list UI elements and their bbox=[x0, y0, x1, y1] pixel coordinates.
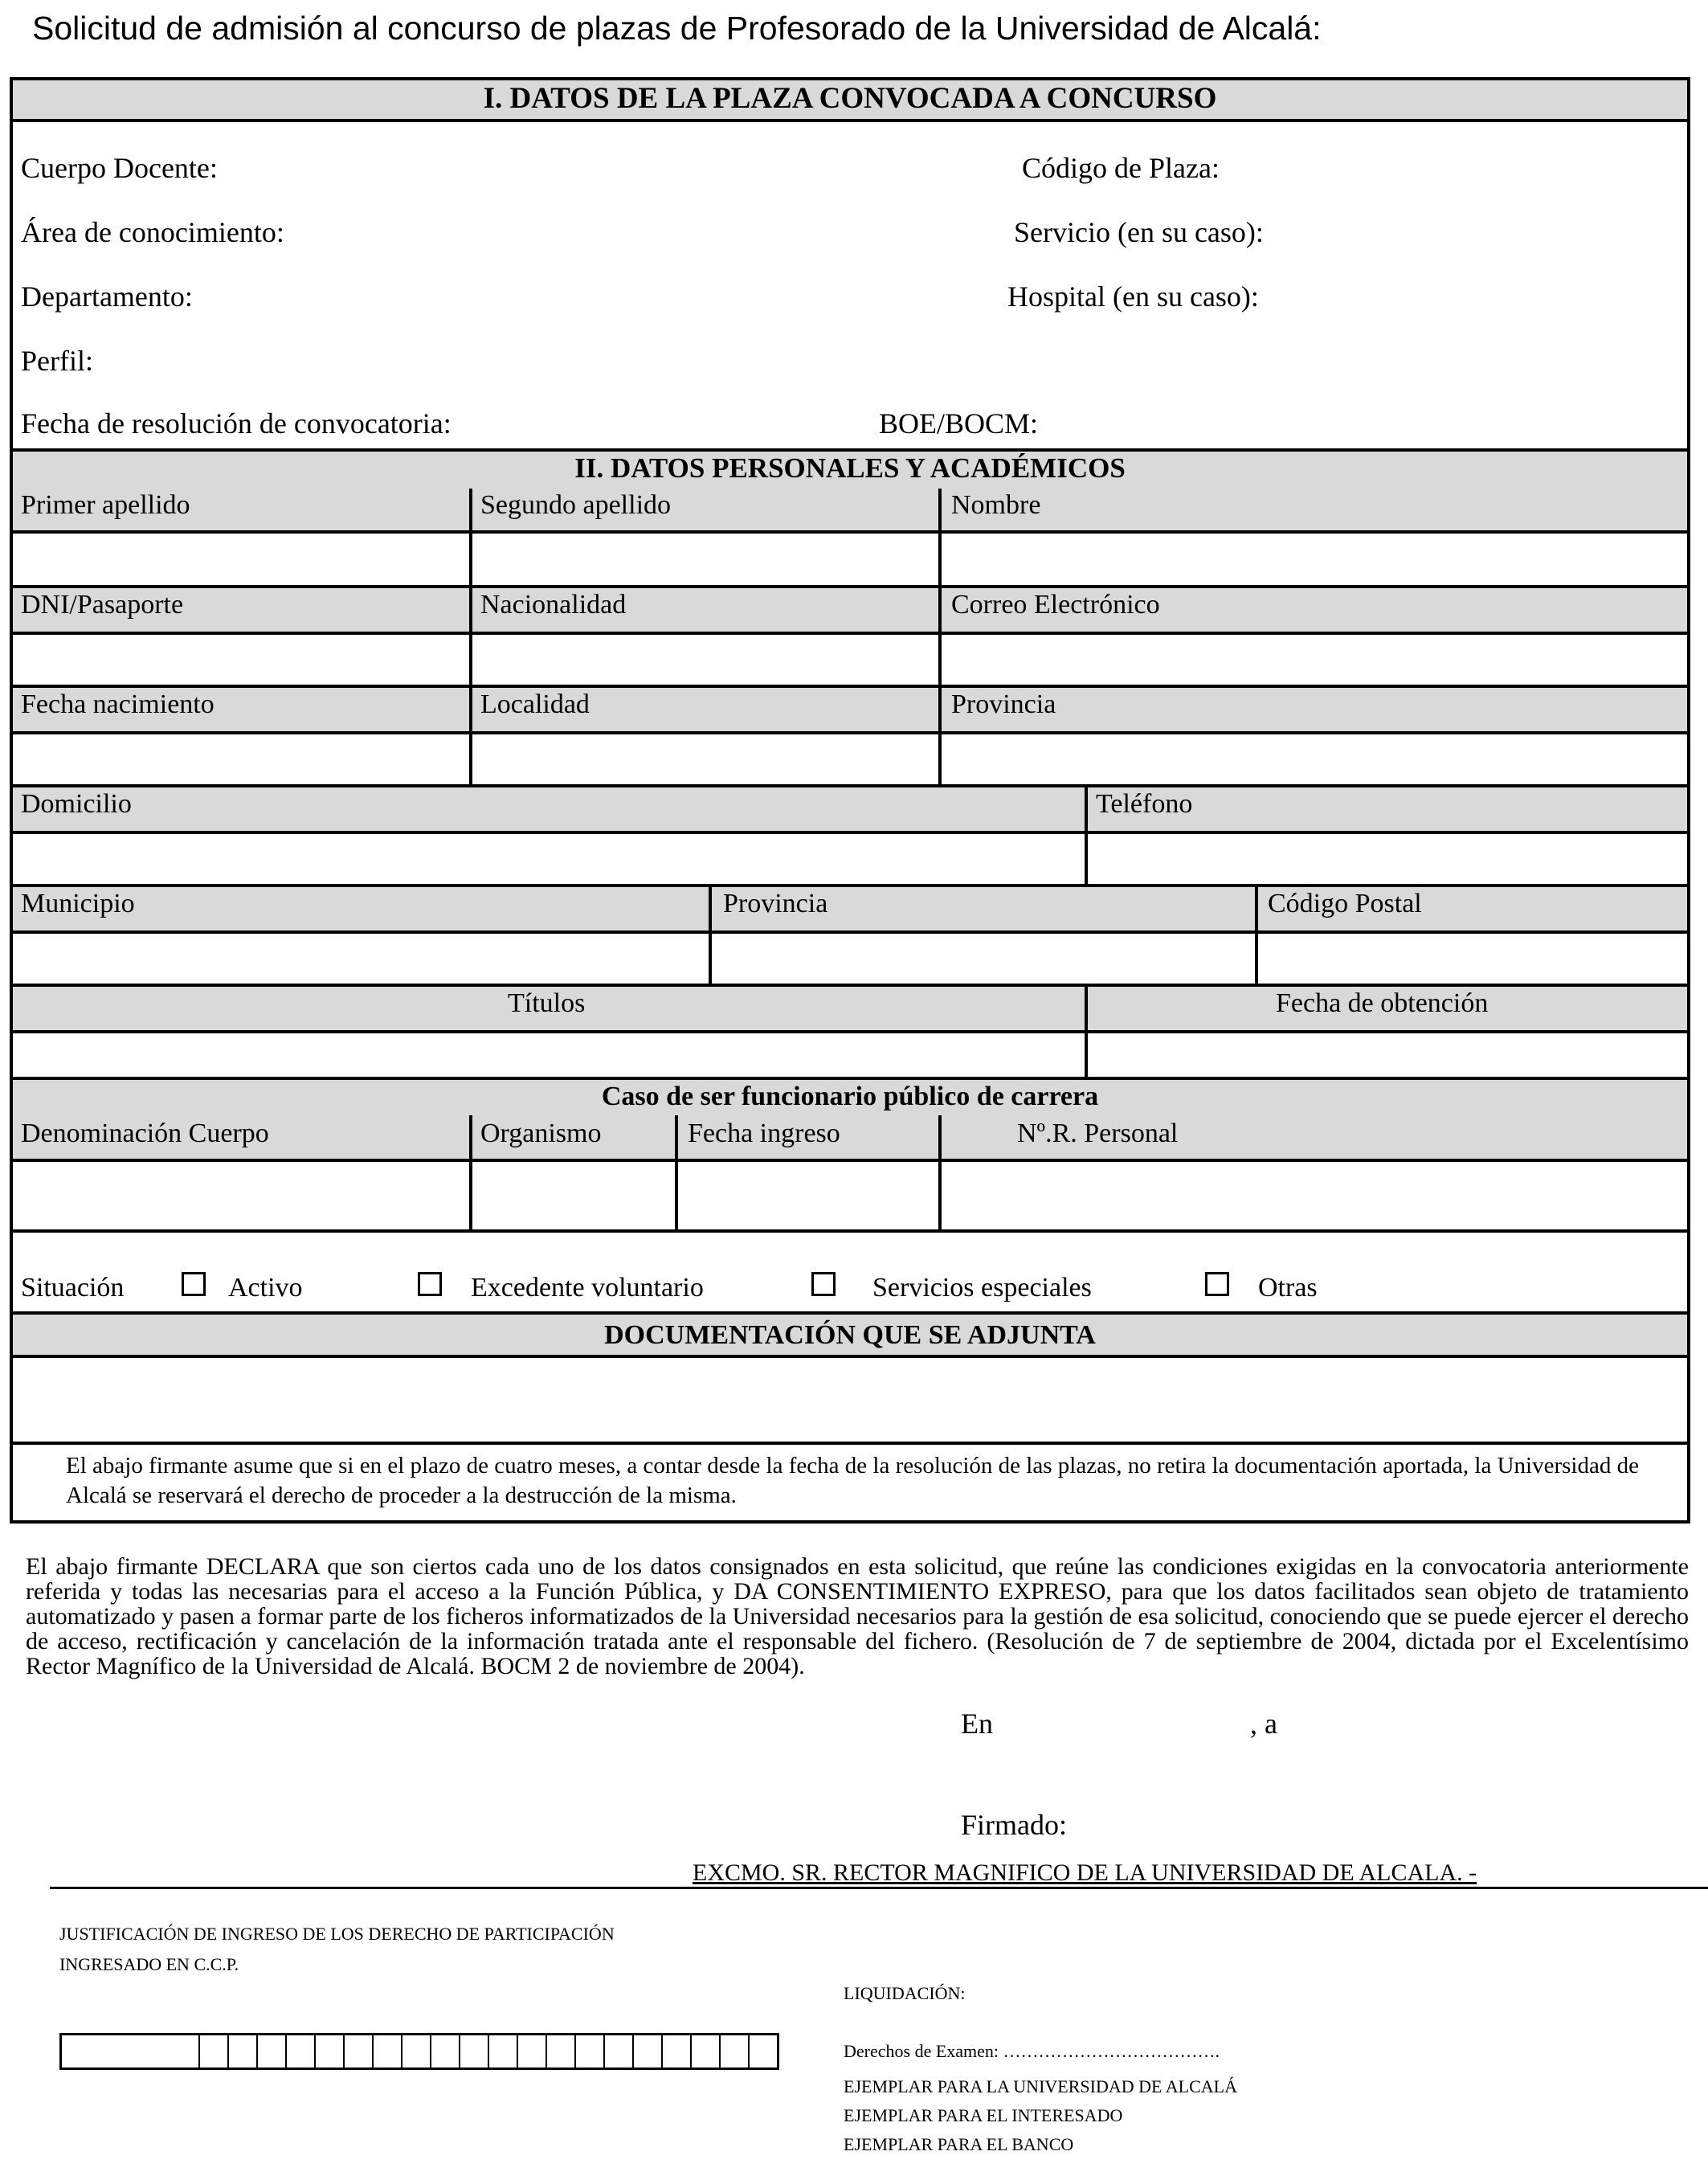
rector-address: EXCMO. SR. RECTOR MAGNIFICO DE LA UNIVERSIDAD DE ALCALA. - bbox=[693, 1859, 1477, 1886]
servicios-especiales-checkbox[interactable] bbox=[811, 1272, 836, 1296]
signature-rule bbox=[50, 1887, 1708, 1889]
label-segundo-apellido: Segundo apellido bbox=[480, 490, 672, 520]
provincia-2-input[interactable] bbox=[713, 934, 1256, 984]
label-fecha-obtencion: Fecha de obtención bbox=[1276, 988, 1489, 1018]
fecha-nacimiento-input[interactable] bbox=[13, 734, 471, 784]
label-area: Área de conocimiento: bbox=[21, 216, 284, 248]
col-divider bbox=[1255, 887, 1258, 984]
label-excedente: Excedente voluntario bbox=[471, 1273, 704, 1303]
label-activo: Activo bbox=[228, 1273, 303, 1303]
label-a: , a bbox=[1250, 1708, 1277, 1740]
label-primer-apellido: Primer apellido bbox=[21, 490, 190, 520]
label-nrp: Nº.R. Personal bbox=[1017, 1119, 1179, 1148]
correo-input[interactable] bbox=[943, 635, 1687, 685]
col-divider bbox=[469, 1115, 472, 1231]
label-nombre: Nombre bbox=[951, 490, 1041, 520]
dni-input[interactable] bbox=[13, 635, 471, 685]
label-dni: DNI/Pasaporte bbox=[21, 590, 184, 620]
declaration-text: El abajo firmante DECLARA que son ciertos cada uno de los datos consignados en esta solicitud, que reúne las condiciones exigidas en la convocatoria anteriormente referida y todas las necesarias para el acceso a la Función Pública, y DA CONSENTIMIENTO EXPRESO, para que los datos facilitados sean objeto de tratamiento automatizado y pasen a formar parte de los ficheros informatizados de la Universidad necesarios para la gestión de esa solicitud, conociendo que se puede ejercer el derecho de acceso, rectificación y cancelación de la información tratada ante el responsable del fichero. (Resolución de 7 de septiembre de 2004, dictada por el Excelentísimo Rector Magnífico de la Universidad de Alcalá. BOCM 2 de noviembre de 2004). bbox=[26, 1553, 1689, 1679]
label-perfil: Perfil: bbox=[21, 345, 93, 377]
label-liquidacion: LIQUIDACIÓN: bbox=[844, 1983, 966, 2003]
activo-checkbox[interactable] bbox=[182, 1272, 206, 1296]
label-provincia: Provincia bbox=[951, 689, 1056, 719]
col-divider bbox=[709, 887, 712, 984]
ccp-digit-boxes[interactable] bbox=[59, 2033, 779, 2070]
nombre-input[interactable] bbox=[943, 534, 1687, 585]
provincia-input[interactable] bbox=[943, 734, 1687, 784]
label-titulos: Títulos bbox=[508, 988, 586, 1018]
excedente-checkbox[interactable] bbox=[418, 1272, 442, 1296]
col-divider bbox=[469, 489, 472, 784]
documentacion-bottom-rule bbox=[13, 1442, 1687, 1445]
municipio-input[interactable] bbox=[13, 934, 710, 984]
domicilio-input[interactable] bbox=[13, 834, 1086, 884]
label-hospital: Hospital (en su caso): bbox=[1007, 280, 1259, 313]
col-divider bbox=[675, 1115, 678, 1231]
label-derechos-examen: Derechos de Examen: ………………………………. bbox=[844, 2041, 1220, 2061]
col-divider bbox=[1085, 787, 1088, 884]
label-firmado: Firmado: bbox=[961, 1809, 1067, 1841]
ejemplar-banco: EJEMPLAR PARA EL BANCO bbox=[844, 2134, 1074, 2154]
page-title: Solicitud de admisión al concurso de plazas de Profesorado de la Universidad de Alcalá: bbox=[32, 10, 1322, 47]
label-codigo-postal: Código Postal bbox=[1268, 889, 1422, 918]
label-localidad: Localidad bbox=[480, 689, 590, 719]
label-provincia-2: Provincia bbox=[723, 889, 828, 918]
primer-apellido-input[interactable] bbox=[13, 534, 471, 585]
label-servicios-especiales: Servicios especiales bbox=[872, 1273, 1092, 1303]
label-en: En bbox=[961, 1708, 993, 1740]
label-servicio: Servicio (en su caso): bbox=[1014, 216, 1264, 248]
label-situacion: Situación bbox=[21, 1273, 125, 1303]
label-cuerpo-docente: Cuerpo Docente: bbox=[21, 152, 218, 184]
organismo-input[interactable] bbox=[474, 1162, 675, 1231]
label-departamento: Departamento: bbox=[21, 280, 193, 313]
row1-label-bar bbox=[13, 485, 1687, 534]
label-fecha-ingreso: Fecha ingreso bbox=[688, 1119, 840, 1148]
label-boe: BOE/BOCM: bbox=[879, 407, 1039, 440]
segundo-apellido-input[interactable] bbox=[474, 534, 940, 585]
label-correo: Correo Electrónico bbox=[951, 590, 1160, 620]
section2-header: II. DATOS PERSONALES Y ACADÉMICOS bbox=[13, 448, 1687, 489]
row4-label-bar bbox=[13, 784, 1687, 834]
label-organismo: Organismo bbox=[480, 1119, 602, 1148]
col-divider bbox=[938, 1115, 942, 1231]
justificacion-line-1: JUSTIFICACIÓN DE INGRESO DE LOS DERECHO DE PARTICIPACIÓN bbox=[59, 1924, 615, 1944]
codigo-postal-input[interactable] bbox=[1260, 934, 1687, 984]
label-municipio: Municipio bbox=[21, 889, 135, 918]
label-telefono: Teléfono bbox=[1096, 789, 1193, 819]
documentacion-header: DOCUMENTACIÓN QUE SE ADJUNTA bbox=[13, 1311, 1687, 1358]
label-fecha-resolucion: Fecha de resolución de convocatoria: bbox=[21, 407, 452, 440]
funcionario-header: Caso de ser funcionario público de carrera bbox=[13, 1077, 1687, 1115]
otras-checkbox[interactable] bbox=[1205, 1272, 1229, 1296]
row5-label-bar bbox=[13, 884, 1687, 934]
documentacion-input[interactable] bbox=[13, 1358, 1687, 1442]
ejemplar-interesado: EJEMPLAR PARA EL INTERESADO bbox=[844, 2105, 1123, 2125]
titulos-input[interactable] bbox=[13, 1033, 1086, 1078]
fecha-ingreso-input[interactable] bbox=[678, 1162, 940, 1231]
label-denominacion: Denominación Cuerpo bbox=[21, 1119, 269, 1148]
justificacion-line-2: INGRESADO EN C.C.P. bbox=[59, 1954, 239, 1974]
telefono-input[interactable] bbox=[1089, 834, 1687, 884]
localidad-input[interactable] bbox=[474, 734, 940, 784]
fecha-obtencion-input[interactable] bbox=[1089, 1033, 1687, 1078]
label-fecha-nacimiento: Fecha nacimiento bbox=[21, 689, 215, 719]
nacionalidad-input[interactable] bbox=[474, 635, 940, 685]
label-otras: Otras bbox=[1258, 1273, 1318, 1303]
ejemplar-universidad: EJEMPLAR PARA LA UNIVERSIDAD DE ALCALÁ bbox=[844, 2076, 1237, 2096]
nrp-input[interactable] bbox=[943, 1162, 1687, 1231]
documentacion-note: El abajo firmante asume que si en el plazo de cuatro meses, a contar desde la fecha de la resolución de las plazas, no retira la documentación aportada, la Universidad de Alcalá se reservará el derecho de proceder a la destrucción de la misma. bbox=[66, 1453, 1639, 1508]
label-nacionalidad: Nacionalidad bbox=[480, 590, 627, 620]
denominacion-input[interactable] bbox=[13, 1162, 471, 1231]
label-codigo-plaza: Código de Plaza: bbox=[1022, 152, 1220, 184]
row2-label-bar bbox=[13, 585, 1687, 635]
col-divider bbox=[938, 489, 942, 784]
label-domicilio: Domicilio bbox=[21, 789, 132, 819]
funcionario-bottom-rule bbox=[13, 1229, 1687, 1233]
col-divider bbox=[1085, 987, 1088, 1078]
section1-header: I. DATOS DE LA PLAZA CONVOCADA A CONCURSO bbox=[13, 80, 1687, 122]
row3-label-bar bbox=[13, 685, 1687, 734]
